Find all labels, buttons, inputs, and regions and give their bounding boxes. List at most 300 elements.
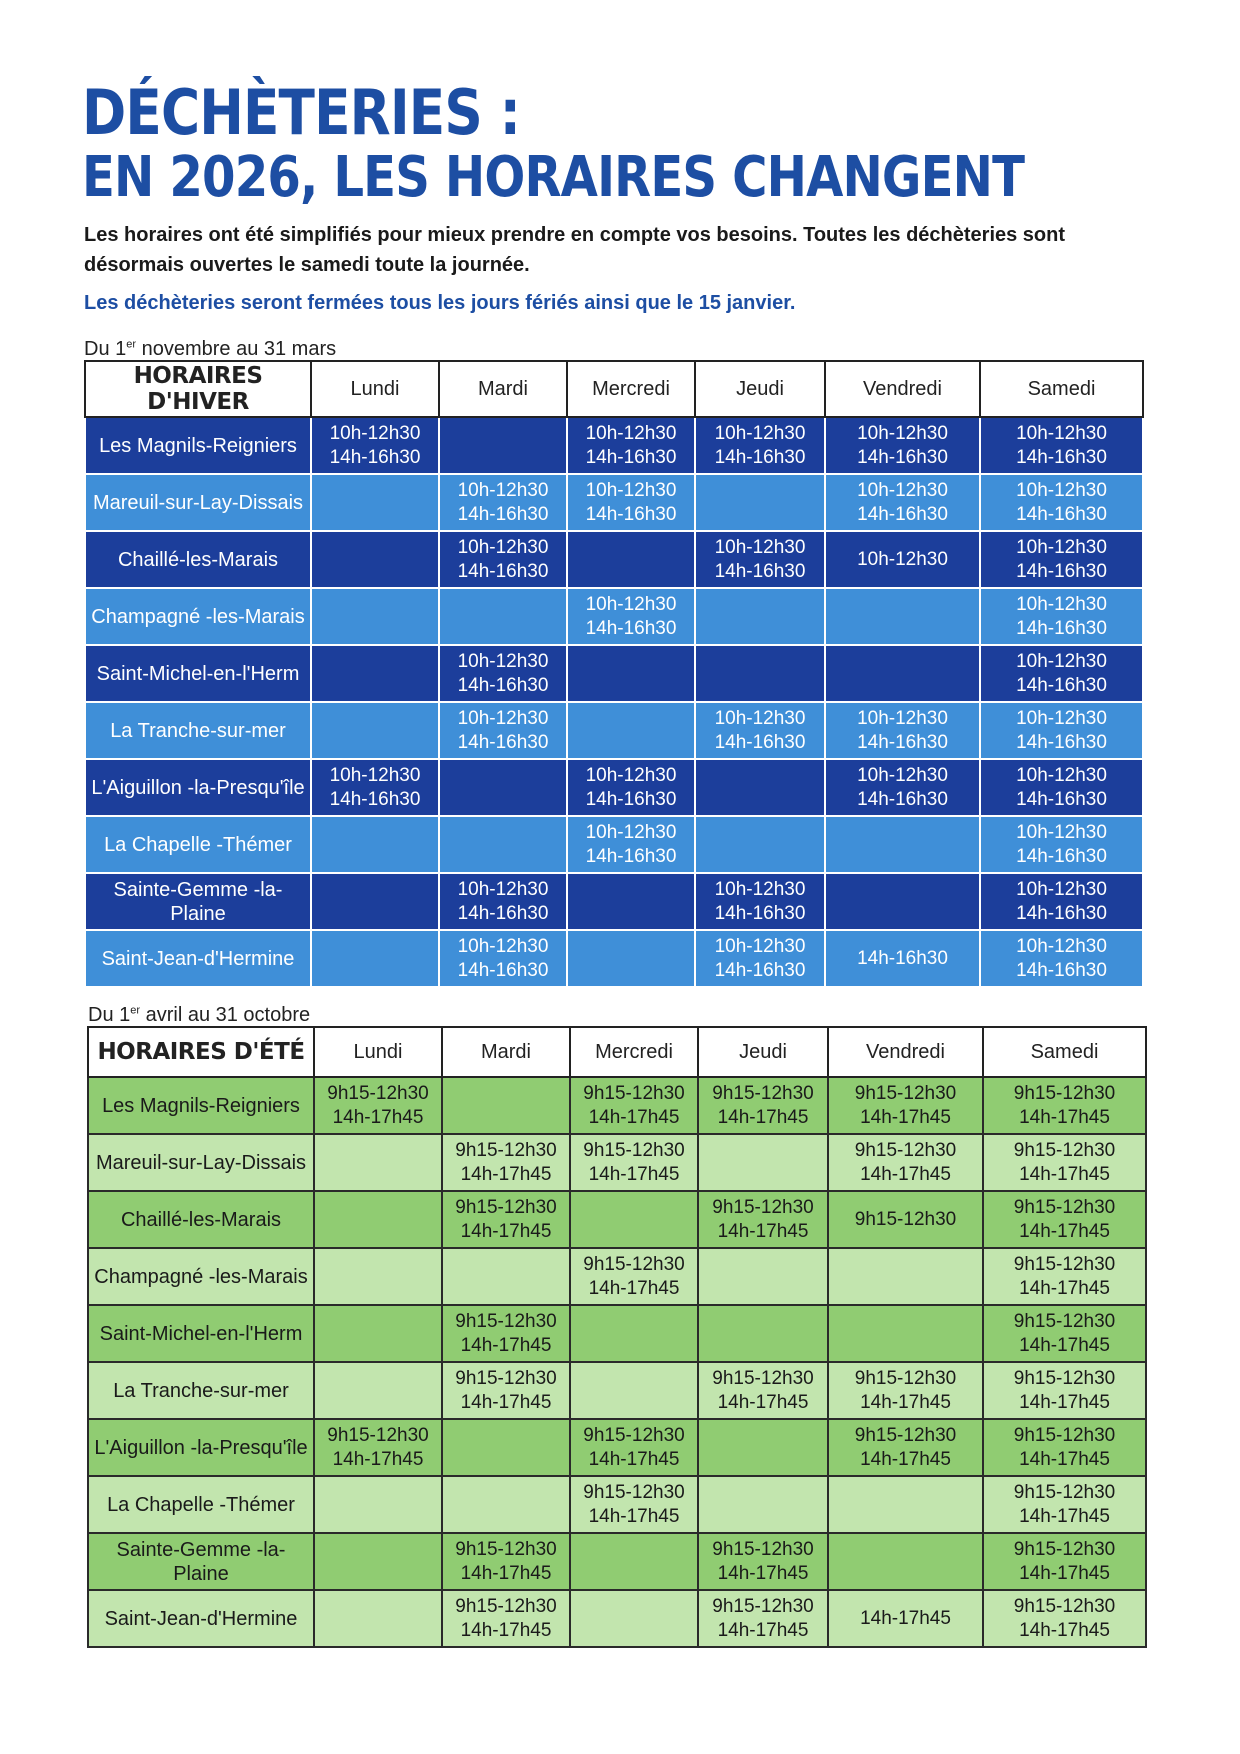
table-row xyxy=(85,531,1143,588)
site-name: Sainte-Gemme -la-Plaine xyxy=(85,873,311,930)
site-name: La Tranche-sur-mer xyxy=(88,1362,314,1419)
hours-range: 14h-16h30 xyxy=(1016,959,1107,981)
hours-range: 10h-12h30 xyxy=(329,764,421,786)
hours-cell-mardi xyxy=(439,873,567,930)
hours-cell-mardi xyxy=(442,1305,570,1362)
hours-cell-samedi xyxy=(983,1134,1146,1191)
hours-range: 10h-12h30 xyxy=(857,422,948,444)
hours-range: 9h15-12h30 xyxy=(854,1367,957,1389)
hours-cell-mercredi xyxy=(567,417,695,474)
title-line-2: EN 2026, LES HORAIRES CHANGENT xyxy=(82,145,1025,210)
hours-cell-mercredi xyxy=(570,1362,698,1419)
hours-range: 14h-17h45 xyxy=(1019,1619,1110,1641)
hours-range: 14h-17h45 xyxy=(460,1619,552,1641)
hours-cell-mardi xyxy=(442,1590,570,1647)
summer-period-suffix: avril au 31 octobre xyxy=(140,1004,311,1026)
hours-cell-jeudi xyxy=(698,1590,828,1647)
hours-range: 14h-16h30 xyxy=(714,446,806,468)
hours-cell-vendredi xyxy=(828,1077,983,1134)
hours-cell-vendredi xyxy=(828,1419,983,1476)
hours-range: 10h-12h30 xyxy=(1016,479,1107,501)
site-name: Chaillé-les-Marais xyxy=(85,531,311,588)
hours-cell-jeudi xyxy=(698,1419,828,1476)
hours-cell-jeudi xyxy=(695,531,825,588)
hours-cell-jeudi xyxy=(698,1362,828,1419)
hours-cell-mercredi xyxy=(570,1419,698,1476)
hours-range: 10h-12h30 xyxy=(714,536,806,558)
hours-cell-mercredi xyxy=(567,474,695,531)
site-name: La Chapelle -Thémer xyxy=(88,1476,314,1533)
hours-cell-lundi xyxy=(311,588,439,645)
summer-period xyxy=(88,1004,310,1027)
hours-cell-jeudi xyxy=(698,1134,828,1191)
site-name: Mareuil-sur-Lay-Dissais xyxy=(88,1134,314,1191)
hours-range: 14h-17h45 xyxy=(860,1106,951,1128)
hours-range: 9h15-12h30 xyxy=(455,1538,557,1560)
hours-cell-jeudi xyxy=(695,759,825,816)
hours-range: 10h-12h30 xyxy=(857,479,948,501)
hours-cell-jeudi xyxy=(698,1476,828,1533)
hours-cell-jeudi xyxy=(698,1533,828,1590)
hours-cell-mardi xyxy=(442,1077,570,1134)
hours-cell-mercredi xyxy=(567,645,695,702)
hours-cell-lundi xyxy=(314,1305,442,1362)
hours-cell-lundi xyxy=(311,816,439,873)
hours-range: 9h15-12h30 xyxy=(583,1082,685,1104)
site-name: Saint-Michel-en-l'Herm xyxy=(85,645,311,702)
day-header-jeudi: Jeudi xyxy=(698,1027,828,1077)
hours-range: 14h-17h45 xyxy=(860,1163,951,1185)
hours-cell-vendredi xyxy=(828,1134,983,1191)
hours-range: 14h-16h30 xyxy=(1016,731,1107,753)
hours-range: 14h-16h30 xyxy=(1016,503,1107,525)
site-name: Les Magnils-Reigniers xyxy=(85,417,311,474)
hours-range: 14h-16h30 xyxy=(857,446,948,468)
page-title xyxy=(82,76,1025,210)
hours-cell-lundi xyxy=(314,1248,442,1305)
hours-range: 10h-12h30 xyxy=(714,422,806,444)
hours-range: 9h15-12h30 xyxy=(854,1208,957,1230)
hours-range: 14h-17h45 xyxy=(1019,1277,1110,1299)
hours-range: 10h-12h30 xyxy=(457,536,549,558)
hours-range: 14h-16h30 xyxy=(714,731,806,753)
hours-range: 14h-16h30 xyxy=(714,560,806,582)
day-header-mardi: Mardi xyxy=(442,1027,570,1077)
hours-cell-samedi xyxy=(980,816,1143,873)
hours-cell-mardi xyxy=(439,417,567,474)
hours-cell-jeudi xyxy=(698,1077,828,1134)
hours-cell-samedi xyxy=(980,873,1143,930)
hours-cell-lundi xyxy=(314,1533,442,1590)
hours-range: 14h-16h30 xyxy=(585,503,677,525)
hours-range: 14h-17h45 xyxy=(588,1163,680,1185)
site-name: Chaillé-les-Marais xyxy=(88,1191,314,1248)
day-header-mardi: Mardi xyxy=(439,361,567,417)
hours-cell-mercredi xyxy=(570,1590,698,1647)
hours-cell-mardi xyxy=(439,474,567,531)
hours-cell-lundi xyxy=(311,531,439,588)
hours-range: 14h-17h45 xyxy=(1019,1106,1110,1128)
hours-range: 9h15-12h30 xyxy=(1013,1082,1116,1104)
hours-cell-lundi xyxy=(314,1419,442,1476)
hours-cell-samedi xyxy=(983,1191,1146,1248)
table-row xyxy=(85,930,1143,987)
hours-range: 14h-17h45 xyxy=(460,1163,552,1185)
hours-range: 9h15-12h30 xyxy=(854,1082,957,1104)
site-name: Les Magnils-Reigniers xyxy=(88,1077,314,1134)
hours-cell-mercredi xyxy=(570,1077,698,1134)
day-header-mercredi: Mercredi xyxy=(567,361,695,417)
hours-cell-mardi xyxy=(442,1476,570,1533)
site-name: L'Aiguillon -la-Presqu'île xyxy=(88,1419,314,1476)
hours-cell-mardi xyxy=(442,1134,570,1191)
hours-cell-mardi xyxy=(442,1533,570,1590)
hours-range: 14h-16h30 xyxy=(857,731,948,753)
hours-cell-jeudi xyxy=(698,1191,828,1248)
hours-range: 14h-16h30 xyxy=(1016,446,1107,468)
hours-range: 14h-16h30 xyxy=(857,503,948,525)
hours-cell-jeudi xyxy=(695,873,825,930)
hours-range: 10h-12h30 xyxy=(457,878,549,900)
hours-range: 14h-16h30 xyxy=(329,788,421,810)
hours-range: 14h-17h45 xyxy=(717,1106,809,1128)
hours-range: 9h15-12h30 xyxy=(1013,1595,1116,1617)
summer-period-prefix: Du 1 xyxy=(88,1004,131,1026)
hours-range: 9h15-12h30 xyxy=(583,1424,685,1446)
hours-cell-vendredi xyxy=(825,930,980,987)
hours-cell-vendredi xyxy=(828,1590,983,1647)
summer-period-sup: er xyxy=(130,1004,141,1017)
hours-range: 14h-17h45 xyxy=(460,1220,552,1242)
hours-range: 9h15-12h30 xyxy=(712,1595,814,1617)
summer-schedule-table xyxy=(87,1026,1147,1648)
day-header-samedi: Samedi xyxy=(983,1027,1146,1077)
hours-range: 14h-17h45 xyxy=(588,1448,680,1470)
table-row xyxy=(85,645,1143,702)
hours-range: 10h-12h30 xyxy=(714,878,806,900)
hours-range: 9h15-12h30 xyxy=(583,1139,685,1161)
hours-range: 9h15-12h30 xyxy=(1013,1481,1116,1503)
table-row xyxy=(85,816,1143,873)
hours-range: 14h-17h45 xyxy=(460,1391,552,1413)
hours-range: 14h-17h45 xyxy=(1019,1163,1110,1185)
hours-cell-vendredi xyxy=(828,1362,983,1419)
hours-cell-samedi xyxy=(980,531,1143,588)
hours-cell-samedi xyxy=(983,1590,1146,1647)
hours-cell-lundi xyxy=(314,1191,442,1248)
hours-cell-mercredi xyxy=(570,1533,698,1590)
hours-range: 9h15-12h30 xyxy=(327,1424,429,1446)
hours-range: 14h-17h45 xyxy=(1019,1334,1110,1356)
hours-range: 9h15-12h30 xyxy=(1013,1367,1116,1389)
winter-schedule-table xyxy=(84,360,1144,988)
hours-range: 14h-16h30 xyxy=(457,902,549,924)
hours-cell-vendredi xyxy=(825,759,980,816)
hours-cell-samedi xyxy=(980,588,1143,645)
hours-range: 14h-17h45 xyxy=(1019,1391,1110,1413)
hours-range: 14h-16h30 xyxy=(329,446,421,468)
hours-range: 9h15-12h30 xyxy=(712,1367,814,1389)
hours-range: 14h-16h30 xyxy=(585,788,677,810)
table-row xyxy=(85,759,1143,816)
hours-range: 14h-16h30 xyxy=(457,674,549,696)
hours-range: 9h15-12h30 xyxy=(1013,1538,1116,1560)
hours-range: 9h15-12h30 xyxy=(712,1196,814,1218)
hours-range: 14h-16h30 xyxy=(1016,902,1107,924)
hours-range: 14h-16h30 xyxy=(1016,617,1107,639)
hours-range: 10h-12h30 xyxy=(857,764,948,786)
hours-cell-mercredi xyxy=(570,1191,698,1248)
hours-range: 9h15-12h30 xyxy=(327,1082,429,1104)
table-row xyxy=(88,1191,1146,1248)
day-header-vendredi: Vendredi xyxy=(828,1027,983,1077)
site-name: Mareuil-sur-Lay-Dissais xyxy=(85,474,311,531)
hours-cell-jeudi xyxy=(695,474,825,531)
hours-range: 9h15-12h30 xyxy=(1013,1310,1116,1332)
hours-cell-mercredi xyxy=(570,1476,698,1533)
hours-cell-mercredi xyxy=(570,1134,698,1191)
hours-range: 14h-17h45 xyxy=(588,1505,680,1527)
site-name: Saint-Jean-d'Hermine xyxy=(88,1590,314,1647)
hours-cell-mardi xyxy=(439,759,567,816)
table-row xyxy=(85,417,1143,474)
hours-range: 10h-12h30 xyxy=(1016,878,1107,900)
hours-range: 14h-17h45 xyxy=(860,1448,951,1470)
hours-range: 14h-16h30 xyxy=(1016,674,1107,696)
winter-period-suffix: novembre au 31 mars xyxy=(136,338,337,360)
hours-range: 14h-16h30 xyxy=(857,788,948,810)
hours-cell-lundi xyxy=(311,873,439,930)
hours-cell-vendredi xyxy=(828,1533,983,1590)
title-line-1: DÉCHÈTERIES : xyxy=(82,76,521,149)
hours-cell-vendredi xyxy=(825,588,980,645)
hours-range: 9h15-12h30 xyxy=(854,1424,957,1446)
table-row xyxy=(88,1248,1146,1305)
hours-range: 14h-16h30 xyxy=(457,560,549,582)
hours-cell-mercredi xyxy=(567,588,695,645)
hours-cell-mardi xyxy=(439,531,567,588)
winter-period-sup: er xyxy=(126,338,137,351)
hours-cell-lundi xyxy=(311,759,439,816)
hours-cell-jeudi xyxy=(695,702,825,759)
hours-range: 14h-17h45 xyxy=(860,1607,951,1629)
site-name: Champagné -les-Marais xyxy=(85,588,311,645)
day-header-mercredi: Mercredi xyxy=(570,1027,698,1077)
hours-cell-lundi xyxy=(314,1476,442,1533)
winter-table-label: HORAIRES D'HIVER xyxy=(85,361,311,417)
hours-range: 10h-12h30 xyxy=(457,650,549,672)
hours-cell-mardi xyxy=(439,702,567,759)
table-row xyxy=(88,1362,1146,1419)
hours-range: 14h-17h45 xyxy=(1019,1562,1110,1584)
hours-cell-vendredi xyxy=(825,531,980,588)
table-row xyxy=(85,474,1143,531)
hours-range: 14h-17h45 xyxy=(332,1106,424,1128)
table-row xyxy=(85,873,1143,930)
intro-text: Les horaires ont été simplifiés pour mieux prendre en compte vos besoins. Toutes les déchèteries sont désormais ouvertes le samedi toute la journée. xyxy=(84,224,1066,276)
hours-cell-lundi xyxy=(311,702,439,759)
hours-range: 14h-16h30 xyxy=(1016,788,1107,810)
hours-range: 14h-16h30 xyxy=(714,959,806,981)
hours-range: 10h-12h30 xyxy=(857,548,948,570)
hours-cell-vendredi xyxy=(825,474,980,531)
table-row xyxy=(88,1590,1146,1647)
hours-cell-samedi xyxy=(980,759,1143,816)
winter-period xyxy=(84,338,336,361)
hours-cell-mardi xyxy=(442,1191,570,1248)
closure-notice: Les déchèteries seront fermées tous les jours fériés ainsi que le 15 janvier. xyxy=(84,292,796,314)
hours-cell-mercredi xyxy=(570,1248,698,1305)
hours-range: 14h-17h45 xyxy=(717,1562,809,1584)
hours-cell-mardi xyxy=(439,816,567,873)
hours-range: 10h-12h30 xyxy=(1016,764,1107,786)
hours-range: 14h-16h30 xyxy=(1016,845,1107,867)
hours-range: 9h15-12h30 xyxy=(1013,1424,1116,1446)
hours-cell-samedi xyxy=(980,930,1143,987)
hours-cell-samedi xyxy=(983,1248,1146,1305)
hours-range: 10h-12h30 xyxy=(457,479,549,501)
hours-cell-mercredi xyxy=(567,873,695,930)
hours-cell-vendredi xyxy=(828,1476,983,1533)
table-row xyxy=(88,1305,1146,1362)
hours-cell-samedi xyxy=(980,474,1143,531)
hours-cell-lundi xyxy=(311,930,439,987)
hours-cell-jeudi xyxy=(695,816,825,873)
hours-cell-samedi xyxy=(983,1419,1146,1476)
hours-range: 14h-17h45 xyxy=(460,1562,552,1584)
hours-cell-vendredi xyxy=(828,1191,983,1248)
hours-cell-samedi xyxy=(983,1077,1146,1134)
hours-cell-vendredi xyxy=(825,816,980,873)
table-row xyxy=(88,1134,1146,1191)
table-row xyxy=(88,1476,1146,1533)
hours-cell-jeudi xyxy=(695,588,825,645)
hours-cell-lundi xyxy=(314,1362,442,1419)
hours-range: 9h15-12h30 xyxy=(455,1139,557,1161)
hours-range: 10h-12h30 xyxy=(857,707,948,729)
hours-range: 10h-12h30 xyxy=(329,422,421,444)
site-name: La Chapelle -Thémer xyxy=(85,816,311,873)
hours-cell-lundi xyxy=(314,1077,442,1134)
hours-range: 10h-12h30 xyxy=(585,764,677,786)
hours-range: 14h-17h45 xyxy=(717,1619,809,1641)
hours-range: 14h-17h45 xyxy=(332,1448,424,1470)
hours-range: 14h-17h45 xyxy=(1019,1448,1110,1470)
site-name: Sainte-Gemme -la-Plaine xyxy=(88,1533,314,1590)
hours-cell-mardi xyxy=(439,645,567,702)
hours-range: 10h-12h30 xyxy=(585,422,677,444)
hours-cell-jeudi xyxy=(695,645,825,702)
table-row xyxy=(88,1077,1146,1134)
hours-cell-lundi xyxy=(311,645,439,702)
hours-cell-vendredi xyxy=(825,645,980,702)
table-row xyxy=(85,588,1143,645)
hours-range: 14h-17h45 xyxy=(588,1106,680,1128)
hours-cell-vendredi xyxy=(825,417,980,474)
hours-range: 9h15-12h30 xyxy=(1013,1196,1116,1218)
hours-range: 14h-17h45 xyxy=(717,1220,809,1242)
hours-cell-vendredi xyxy=(825,873,980,930)
hours-range: 14h-16h30 xyxy=(714,902,806,924)
site-name: La Tranche-sur-mer xyxy=(85,702,311,759)
hours-cell-samedi xyxy=(983,1533,1146,1590)
hours-range: 10h-12h30 xyxy=(457,935,549,957)
hours-cell-mardi xyxy=(442,1248,570,1305)
hours-cell-mercredi xyxy=(567,702,695,759)
hours-range: 10h-12h30 xyxy=(457,707,549,729)
hours-range: 9h15-12h30 xyxy=(1013,1253,1116,1275)
hours-cell-mardi xyxy=(439,930,567,987)
hours-cell-jeudi xyxy=(695,417,825,474)
hours-range: 14h-16h30 xyxy=(457,959,549,981)
hours-range: 10h-12h30 xyxy=(1016,650,1107,672)
hours-cell-samedi xyxy=(983,1362,1146,1419)
hours-range: 14h-16h30 xyxy=(1016,560,1107,582)
hours-cell-jeudi xyxy=(698,1305,828,1362)
site-name: Champagné -les-Marais xyxy=(88,1248,314,1305)
hours-cell-lundi xyxy=(311,474,439,531)
day-header-vendredi: Vendredi xyxy=(825,361,980,417)
hours-range: 9h15-12h30 xyxy=(455,1310,557,1332)
hours-range: 9h15-12h30 xyxy=(712,1538,814,1560)
hours-cell-lundi xyxy=(314,1134,442,1191)
hours-range: 10h-12h30 xyxy=(1016,593,1107,615)
summer-table-label: HORAIRES D'ÉTÉ xyxy=(88,1027,314,1077)
hours-range: 9h15-12h30 xyxy=(455,1196,557,1218)
hours-range: 14h-16h30 xyxy=(457,503,549,525)
hours-cell-mercredi xyxy=(567,531,695,588)
hours-cell-samedi xyxy=(980,645,1143,702)
table-row xyxy=(88,1419,1146,1476)
hours-cell-vendredi xyxy=(828,1248,983,1305)
hours-range: 10h-12h30 xyxy=(714,707,806,729)
hours-range: 10h-12h30 xyxy=(1016,536,1107,558)
hours-cell-mercredi xyxy=(567,816,695,873)
hours-range: 14h-17h45 xyxy=(1019,1505,1110,1527)
hours-cell-samedi xyxy=(980,702,1143,759)
site-name: Saint-Michel-en-l'Herm xyxy=(88,1305,314,1362)
hours-range: 14h-16h30 xyxy=(585,617,677,639)
hours-range: 9h15-12h30 xyxy=(583,1253,685,1275)
hours-range: 14h-16h30 xyxy=(857,947,948,969)
hours-range: 14h-16h30 xyxy=(585,845,677,867)
hours-range: 10h-12h30 xyxy=(585,593,677,615)
winter-period-prefix: Du 1 xyxy=(84,338,127,360)
day-header-lundi: Lundi xyxy=(314,1027,442,1077)
hours-cell-mercredi xyxy=(567,930,695,987)
hours-range: 9h15-12h30 xyxy=(455,1367,557,1389)
hours-range: 9h15-12h30 xyxy=(1013,1139,1116,1161)
day-header-jeudi: Jeudi xyxy=(695,361,825,417)
hours-range: 10h-12h30 xyxy=(1016,422,1107,444)
site-name: L'Aiguillon -la-Presqu'île xyxy=(85,759,311,816)
hours-range: 14h-17h45 xyxy=(1019,1220,1110,1242)
hours-range: 9h15-12h30 xyxy=(455,1595,557,1617)
hours-range: 9h15-12h30 xyxy=(583,1481,685,1503)
hours-cell-jeudi xyxy=(698,1248,828,1305)
hours-cell-mardi xyxy=(442,1419,570,1476)
hours-cell-lundi xyxy=(311,417,439,474)
hours-cell-mardi xyxy=(442,1362,570,1419)
hours-range: 14h-17h45 xyxy=(460,1334,552,1356)
hours-cell-samedi xyxy=(980,417,1143,474)
hours-range: 10h-12h30 xyxy=(1016,935,1107,957)
hours-range: 10h-12h30 xyxy=(1016,707,1107,729)
hours-cell-samedi xyxy=(983,1476,1146,1533)
hours-cell-samedi xyxy=(983,1305,1146,1362)
hours-range: 14h-16h30 xyxy=(585,446,677,468)
hours-range: 14h-16h30 xyxy=(457,731,549,753)
